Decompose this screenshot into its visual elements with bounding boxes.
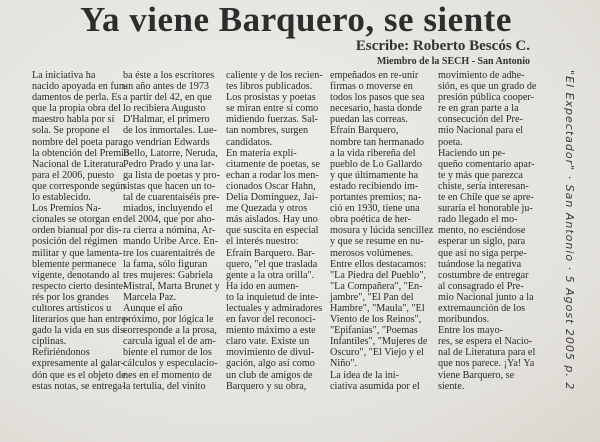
article-text-line: lectuales y admiradores bbox=[226, 302, 323, 314]
article-text-line: posición del régimen bbox=[32, 236, 118, 248]
article-text-line: un año antes de 1973 bbox=[123, 81, 210, 93]
article-text-line: mosura y lúcida sencillez bbox=[330, 225, 434, 237]
article-text-line: se miran entre sí como bbox=[226, 103, 319, 115]
article-text-line: extremaunción de los bbox=[438, 302, 526, 314]
article-text-line: ra cierra a nómina, Ar- bbox=[123, 225, 216, 237]
article-text-line: miados, incluyendo el bbox=[123, 203, 213, 215]
article-text-line: mio Nacional para el bbox=[438, 125, 524, 137]
article-text-line: movimiento de divul- bbox=[226, 347, 315, 359]
article-text-line: a la vida ribereña del bbox=[330, 147, 416, 159]
article-text-line: sión, es que un grado de bbox=[438, 81, 537, 93]
article-text-line: suraría el honorable ju- bbox=[438, 203, 533, 215]
article-text-line: militar y que lamenta- bbox=[32, 247, 123, 259]
article-text-line: tuándose la negativa bbox=[438, 258, 522, 270]
article-text-line: me Quezada y otros bbox=[226, 203, 308, 215]
article-text-line: to la inquietud de inte- bbox=[226, 291, 319, 303]
article-text-line: miento máximo a este bbox=[226, 325, 316, 337]
article-text-line: el interés nuestro: bbox=[226, 236, 299, 248]
article-column-3 bbox=[226, 70, 323, 392]
article-text-line: y que se resume en nu- bbox=[330, 236, 424, 248]
article-text-line: presión pública cooper- bbox=[438, 92, 534, 104]
article-text-line: para el 2006, puesto bbox=[32, 169, 115, 181]
article-text-line: nombre del poeta para bbox=[32, 136, 123, 148]
article-text-line: caliente y de los recien- bbox=[226, 70, 323, 81]
article-text-line: Entre los mayo- bbox=[438, 325, 504, 337]
article-text-line: Pedro Prado y una lar- bbox=[123, 158, 215, 170]
article-text-line: "La Compañera", "En- bbox=[330, 280, 423, 292]
article-text-line: vigente, denotando al bbox=[32, 269, 120, 281]
article-text-line: a partir del 42, en que bbox=[123, 92, 212, 104]
article-byline: Escribe: Roberto Bescós C. bbox=[355, 38, 530, 54]
handwritten-note-text: "El Expectador" · San Antonio · 5 Agost 2005 p. 2 bbox=[563, 70, 576, 391]
article-text-line: estas notas, se entrega- bbox=[32, 380, 126, 392]
article-text-line: que suscita en especial bbox=[226, 225, 319, 237]
article-text-line: queño comentario apar- bbox=[438, 158, 535, 170]
article-text-line: respecto cierto desinte- bbox=[32, 280, 127, 292]
article-text-line: nal de Literatura para el bbox=[438, 347, 536, 359]
article-text-line: nacido apoyada en fun- bbox=[32, 81, 128, 93]
article-column-4 bbox=[330, 70, 434, 392]
article-text-line: Niño". bbox=[330, 358, 358, 370]
article-text-line: carcula igual el de am- bbox=[123, 336, 216, 348]
article-text-line: damentos de perla. Es bbox=[32, 92, 122, 104]
article-text-line: del 2004, que por aho- bbox=[123, 214, 215, 226]
article-text-line: re en gran parte a la bbox=[438, 103, 519, 115]
article-text-line: Oscuro", "El Viejo y el bbox=[330, 347, 424, 359]
article-text-line: merosos volúmenes. bbox=[330, 247, 414, 259]
article-byline-affiliation: Miembro de la SECH - San Antonio bbox=[376, 56, 530, 67]
article-text-line: quero, "el que traslada bbox=[226, 258, 318, 270]
article-text-line: viene Barquero, se bbox=[438, 369, 515, 381]
article-text-line: empeñados en re-unir bbox=[330, 70, 419, 81]
article-text-line: de los inmortales. Lue- bbox=[123, 125, 217, 137]
article-text-line: nes en el momento de bbox=[123, 369, 212, 381]
article-text-line: expresamente al galar- bbox=[32, 358, 124, 370]
handwritten-annotation bbox=[536, 70, 600, 442]
article-text-line: jambre", "El Pan del bbox=[330, 291, 414, 303]
article-text-line: que así no siga perpe- bbox=[438, 247, 527, 259]
article-text-line: Efraín Barquero. Bar- bbox=[226, 247, 315, 259]
article-text-line: biente el rumor de los bbox=[123, 347, 212, 359]
article-text-line: Viento de los Reinos", bbox=[330, 314, 422, 326]
article-text-line: próximo, por lógica le bbox=[123, 314, 214, 326]
article-text-line: mio Nacional junto a la bbox=[438, 291, 534, 303]
article-text-line: Refiriéndonos bbox=[32, 347, 90, 359]
article-text-line: Delia Domínguez, Jai- bbox=[226, 192, 318, 204]
article-text-line: rado llegado el mo- bbox=[438, 214, 518, 226]
article-text-line: necesario, hasta donde bbox=[330, 103, 422, 115]
article-text-line: Infantiles", "Mujeres de bbox=[330, 336, 428, 348]
article-text-line: Marcela Paz. bbox=[123, 291, 177, 303]
article-text-line: Bello, Latorre, Neruda, bbox=[123, 147, 218, 159]
article-text-line: "Epifanías", "Poemas bbox=[330, 325, 418, 337]
article-text-line: tres mujeres: Gabriela bbox=[123, 269, 213, 281]
article-text-line: echan a rodar los men- bbox=[226, 169, 319, 181]
article-text-line: chiste, sería interesan- bbox=[438, 180, 529, 192]
article-text-line: D'Halmar, el primero bbox=[123, 114, 210, 126]
article-text-line: estado recibiendo im- bbox=[330, 180, 419, 192]
article-text-line: gado la vida en sus dis- bbox=[32, 325, 128, 337]
article-text-line: tan nombres, surgen bbox=[226, 125, 309, 137]
article-column-2 bbox=[123, 70, 221, 392]
article-column-1 bbox=[32, 70, 130, 392]
article-text-line: costumbre de entregar bbox=[438, 269, 529, 281]
article-text-line: moribundos. bbox=[438, 314, 490, 326]
article-text-line: poeta. bbox=[438, 136, 463, 148]
article-text-line: obra poética de her- bbox=[330, 214, 411, 226]
article-text-line: corresponde a la prosa, bbox=[123, 325, 217, 337]
article-text-line: la tertulia, del vinito bbox=[123, 380, 206, 392]
article-text-line: go vendrían Edwards bbox=[123, 136, 210, 148]
article-text-line: puedan las correas. bbox=[330, 114, 408, 126]
article-text-line: literarios que han entre- bbox=[32, 314, 130, 326]
article-text-line: Entre ellos destacamos: bbox=[330, 258, 427, 270]
article-text-line: citamente de poetas, se bbox=[226, 158, 320, 170]
article-text-line: todos los pasos que sea bbox=[330, 92, 425, 104]
article-text-line: en favor del reconoci- bbox=[226, 314, 316, 326]
article-text-line: sistas que hacen un to- bbox=[123, 180, 216, 192]
article-text-line: siente. bbox=[438, 380, 465, 392]
article-text-line: te y más que parezca bbox=[438, 169, 523, 181]
article-text-line: lo establecido. bbox=[32, 192, 91, 204]
article-text-line: que la propia obra del bbox=[32, 103, 121, 115]
article-text-line: cionados Oscar Hahn, bbox=[226, 180, 316, 192]
article-text-line: Aunque el año bbox=[123, 302, 183, 314]
article-text-line: firmas o moverse en bbox=[330, 81, 413, 93]
article-text-line: Nacional de Literatura bbox=[32, 158, 124, 170]
article-text-line: movimiento de adhe- bbox=[438, 70, 525, 81]
article-text-line: lo recibiera Augusto bbox=[123, 103, 206, 115]
article-text-line: un club de amigos de bbox=[226, 369, 313, 381]
article-text-line: cionales se otorgan en bbox=[32, 214, 123, 226]
article-text-line: claro vate. Existe un bbox=[226, 336, 310, 348]
article-text-line: la obtención del Premio bbox=[32, 147, 130, 159]
article-text-line: Los prosistas y poetas bbox=[226, 92, 316, 104]
article-text-line: esperar un siglo, para bbox=[438, 236, 526, 248]
article-text-line: que nos parece. ¡Ya! Ya bbox=[438, 358, 535, 370]
article-text-line: La idea de la ini- bbox=[330, 369, 400, 381]
article-text-line: blemente permanece bbox=[32, 258, 116, 270]
article-text-line: la fama, sólo figuran bbox=[123, 258, 208, 270]
article-text-line: más aislados. Hay uno bbox=[226, 214, 318, 226]
article-text-line: maestro habla por sí bbox=[32, 114, 115, 126]
article-text-line: Ha ido en aumen- bbox=[226, 280, 299, 292]
article-text-line: La iniciativa ha bbox=[32, 70, 96, 81]
article-text-line: cultores artísticos u bbox=[32, 302, 112, 314]
article-text-line: Efraín Barquero, bbox=[330, 125, 399, 137]
article-text-line: Los Premios Na- bbox=[32, 203, 102, 215]
article-text-line: candidatos. bbox=[226, 136, 273, 148]
article-text-line: ba éste a los escritores bbox=[123, 70, 215, 81]
article-text-line: sola. Se propone el bbox=[32, 125, 110, 137]
article-text-line: mento, no esciéndose bbox=[438, 225, 526, 237]
article-text-line: nombre tan hermanado bbox=[330, 136, 424, 148]
article-text-line: que corresponde según bbox=[32, 180, 126, 192]
article-column-5 bbox=[438, 70, 537, 392]
article-text-line: Haciendo un pe- bbox=[438, 147, 506, 159]
article-text-line: ciplinas. bbox=[32, 336, 67, 348]
article-text-line: gación, algo así como bbox=[226, 358, 315, 370]
article-text-line: portantes premios; na- bbox=[330, 192, 422, 204]
article-text-line: pueblo de Lo Gallardo bbox=[330, 158, 422, 170]
article-text-line: al consagrado el Pre- bbox=[438, 280, 524, 292]
article-text-line: cálculos y especulacio- bbox=[123, 358, 218, 370]
article-text-line: ciativa asumida por el bbox=[330, 380, 420, 392]
article-text-line: Hambre", "Maula", "El bbox=[330, 302, 425, 314]
article-text-line: Mistral, Marta Brunet y bbox=[123, 280, 220, 292]
article-text-line: tal de cuarentaiséis pre- bbox=[123, 192, 220, 204]
article-text-line: mando Uribe Arce. En- bbox=[123, 236, 219, 248]
article-text-line: ga lista de poetas y pro- bbox=[123, 169, 221, 181]
article-text-line: tre los cuarentaitrés de bbox=[123, 247, 215, 259]
article-text-line: y que últimamente ha bbox=[330, 169, 418, 181]
article-text-line: consecución del Pre- bbox=[438, 114, 523, 126]
article-text-line: Barquero y su obra, bbox=[226, 380, 307, 392]
article-text-line: res, se espera el Nacio- bbox=[438, 336, 533, 348]
article-text-line: gente a la otra orilla". bbox=[226, 269, 315, 281]
article-text-line: dón que es el objeto de bbox=[32, 369, 126, 381]
article-text-line: midiendo fuerzas. Sal- bbox=[226, 114, 318, 126]
article-text-line: "La Piedra del Pueblo", bbox=[330, 269, 427, 281]
article-headline: Ya viene Barquero, se siente bbox=[80, 0, 512, 39]
article-text-line: tes libros publicados. bbox=[226, 81, 313, 93]
article-text-line: rés por los grandes bbox=[32, 291, 109, 303]
article-text-line: ció en 1930, tiene una bbox=[330, 203, 420, 215]
article-text-line: orden bianual por dis- bbox=[32, 225, 122, 237]
article-text-line: En materia explí- bbox=[226, 147, 297, 159]
article-text-line: te en Chile que se apre- bbox=[438, 192, 534, 204]
